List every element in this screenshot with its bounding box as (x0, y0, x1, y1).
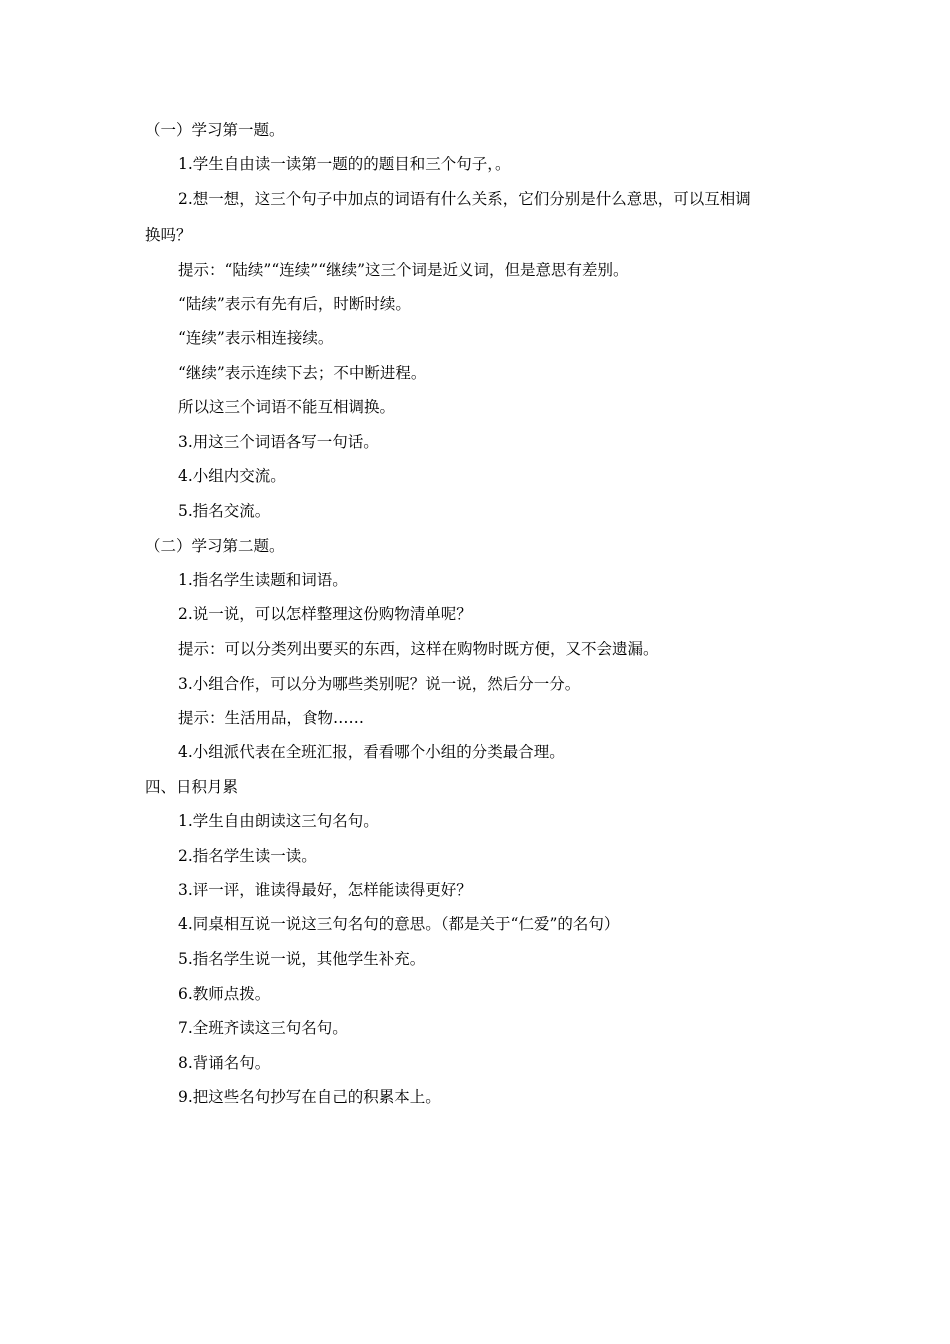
paragraph: 9.把这些名句抄写在自己的积累本上。 (178, 1088, 441, 1106)
paragraph: 2.指名学生读一读。 (178, 847, 317, 865)
paragraph: “连续”表示相连接续。 (178, 329, 334, 347)
paragraph: 4.小组内交流。 (178, 467, 286, 485)
paragraph: “陆续”表示有先有后，时断时续。 (178, 295, 411, 313)
paragraph-continuation: 换吗？ (145, 226, 192, 244)
paragraph: 5.指名学生说一说，其他学生补充。 (178, 950, 426, 968)
paragraph: 8.背诵名句。 (178, 1054, 271, 1072)
paragraph: 2.说一说，可以怎样整理这份购物清单呢？ (178, 605, 472, 623)
paragraph: 3.用这三个词语各写一句话。 (178, 433, 379, 451)
section-heading: （一）学习第一题。 (145, 121, 285, 139)
paragraph: 提示：“陆续”“连续”“继续”这三个词是近义词，但是意思有差别。 (178, 261, 629, 279)
paragraph: 1.学生自由读一读第一题的的题目和三个句子，。 (178, 155, 511, 173)
paragraph: 1.学生自由朗读这三句名句。 (178, 812, 379, 830)
paragraph: 7.全班齐读这三句名句。 (178, 1019, 348, 1037)
paragraph: 3.评一评，谁读得最好，怎样能读得更好？ (178, 881, 472, 899)
paragraph: 5.指名交流。 (178, 502, 271, 520)
paragraph: 6.教师点拨。 (178, 985, 271, 1003)
paragraph: 1.指名学生读题和词语。 (178, 571, 348, 589)
paragraph: 提示：可以分类列出要买的东西，这样在购物时既方便，又不会遗漏。 (178, 640, 659, 658)
paragraph: 提示：生活用品，食物…… (178, 709, 365, 727)
paragraph: “继续”表示连续下去；不中断进程。 (178, 364, 427, 382)
paragraph: 4.同桌相互说一说这三句名句的意思。（都是关于“仁爱”的名句） (178, 915, 620, 933)
paragraph: 4.小组派代表在全班汇报，看看哪个小组的分类最合理。 (178, 743, 565, 761)
paragraph: 3.小组合作，可以分为哪些类别呢？说一说，然后分一分。 (178, 675, 581, 693)
section-heading: （二）学习第二题。 (145, 537, 285, 555)
paragraph: 2.想一想，这三个句子中加点的词语有什么关系，它们分别是什么意思，可以互相调 (178, 190, 751, 208)
paragraph: 所以这三个词语不能互相调换。 (178, 398, 396, 416)
section-heading: 四、日积月累 (145, 778, 239, 796)
